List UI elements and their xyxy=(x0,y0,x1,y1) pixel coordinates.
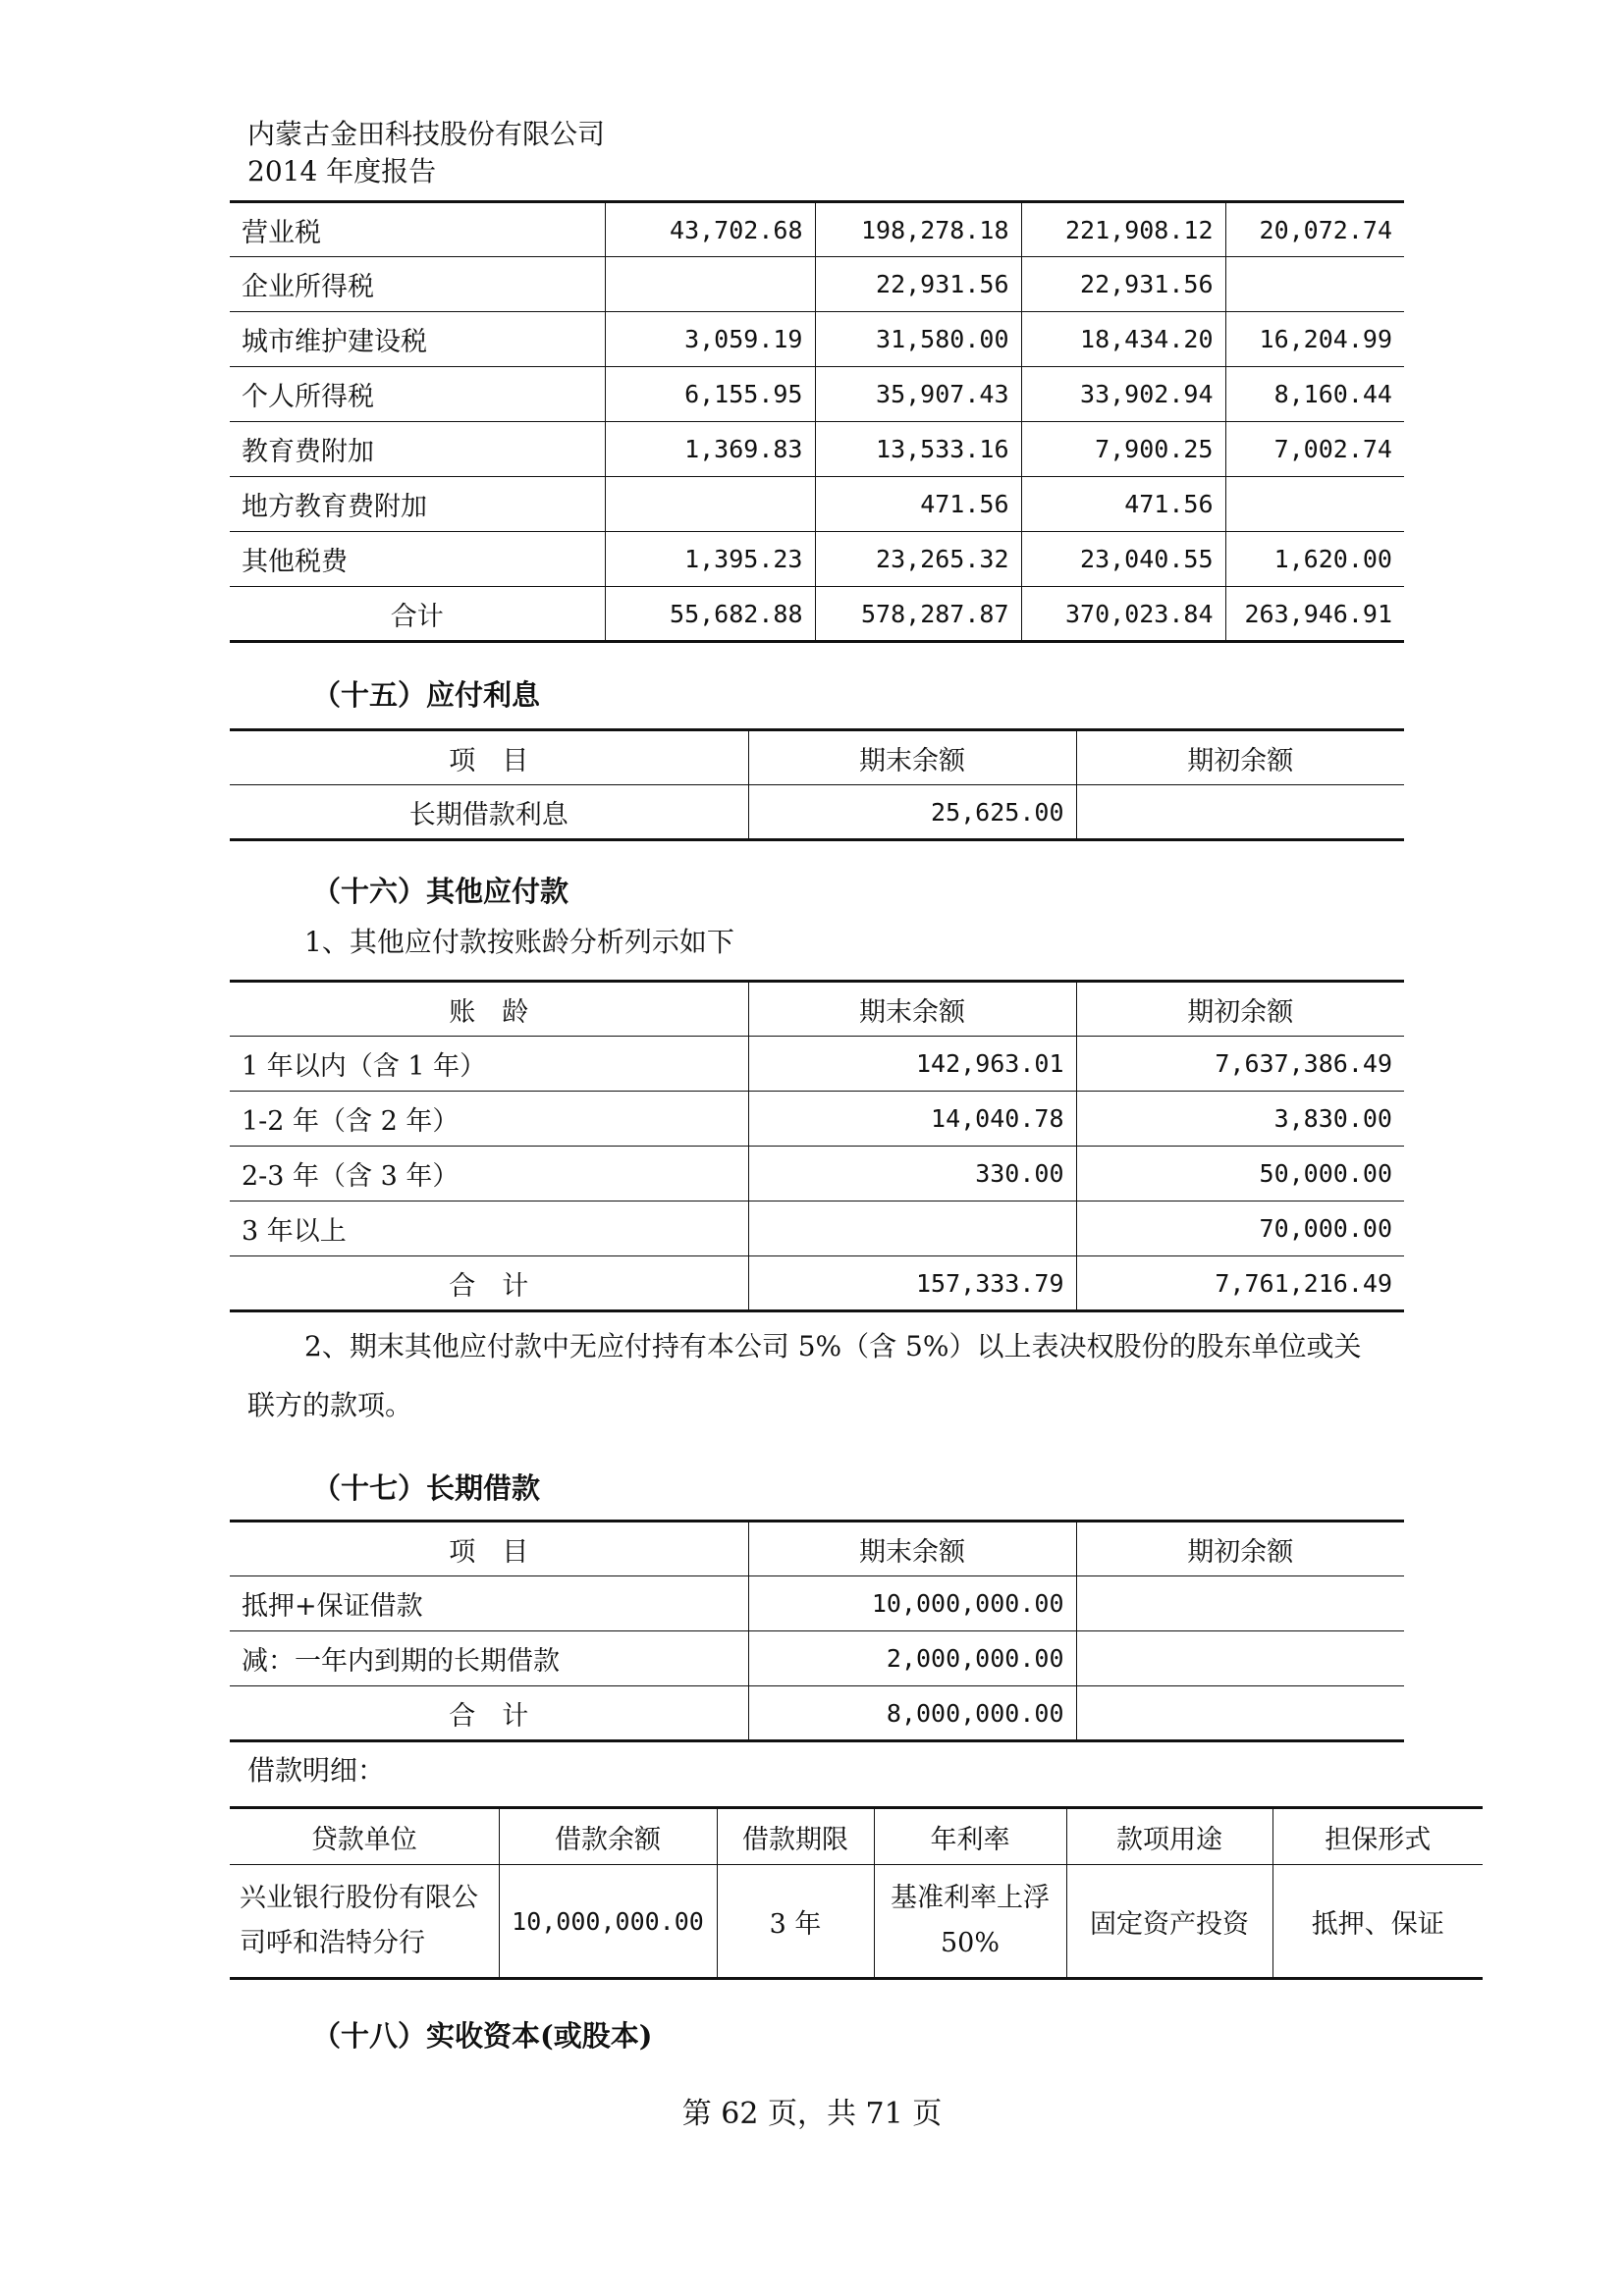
table-row xyxy=(230,1631,1404,1686)
column-header: 借款期限 xyxy=(717,1808,874,1865)
tax-value: 8,160.44 xyxy=(1225,367,1404,422)
column-header: 项 目 xyxy=(230,1522,748,1576)
tax-value: 471.56 xyxy=(1021,477,1225,532)
total-label: 合 计 xyxy=(230,1256,748,1311)
tax-value xyxy=(1225,477,1404,532)
section-title-other-payables: （十六）其他应付款 xyxy=(312,875,569,908)
tax-value xyxy=(605,257,815,312)
table-row xyxy=(230,257,1404,312)
begin-balance: 70,000.00 xyxy=(1076,1201,1404,1256)
total-begin-balance xyxy=(1076,1686,1404,1741)
tax-value: 22,931.56 xyxy=(815,257,1021,312)
aging-bucket: 1 年以内（含 1 年） xyxy=(230,1037,748,1092)
column-header: 期末余额 xyxy=(748,1522,1076,1576)
begin-balance: 3,830.00 xyxy=(1076,1092,1404,1147)
table-row xyxy=(230,785,1404,840)
column-header: 期初余额 xyxy=(1076,982,1404,1037)
long-term-loans-table xyxy=(230,1520,1404,1742)
tax-value: 13,533.16 xyxy=(815,422,1021,477)
column-header: 担保形式 xyxy=(1272,1808,1483,1865)
tax-value: 1,620.00 xyxy=(1225,532,1404,587)
total-row xyxy=(230,587,1404,642)
loan-detail-table xyxy=(230,1806,1483,1980)
tax-value: 198,278.18 xyxy=(815,202,1021,257)
column-header: 项 目 xyxy=(230,730,748,785)
total-row xyxy=(230,1256,1404,1311)
tax-item: 地方教育费附加 xyxy=(230,477,605,532)
tax-value: 1,369.83 xyxy=(605,422,815,477)
section-title-interest-payable: （十五）应付利息 xyxy=(312,678,541,712)
tax-value: 471.56 xyxy=(815,477,1021,532)
loan-purpose: 固定资产投资 xyxy=(1066,1865,1272,1979)
column-header: 期末余额 xyxy=(748,982,1076,1037)
aging-intro: 1、其他应付款按账龄分析列示如下 xyxy=(304,926,734,958)
interest-payable-table xyxy=(230,728,1404,841)
column-header: 账 龄 xyxy=(230,982,748,1037)
section-title-long-term-loans: （十七）长期借款 xyxy=(312,1471,541,1505)
total-label: 合 计 xyxy=(230,1686,748,1741)
lender: 兴业银行股份有限公司呼和浩特分行 xyxy=(230,1865,499,1979)
tax-item: 企业所得税 xyxy=(230,257,605,312)
loan-balance: 10,000,000.00 xyxy=(499,1865,717,1979)
section-title-paid-in-capital: （十八）实收资本(或股本) xyxy=(312,2019,653,2053)
total-end-balance: 157,333.79 xyxy=(748,1256,1076,1311)
table-row xyxy=(230,312,1404,367)
tax-value: 3,059.19 xyxy=(605,312,815,367)
tax-value xyxy=(1225,257,1404,312)
table-row xyxy=(230,367,1404,422)
table-row xyxy=(230,1037,1404,1092)
total-value: 578,287.87 xyxy=(815,587,1021,642)
begin-balance: 50,000.00 xyxy=(1076,1147,1404,1201)
total-end-balance: 8,000,000.00 xyxy=(748,1686,1076,1741)
table-row xyxy=(230,477,1404,532)
tax-value: 33,902.94 xyxy=(1021,367,1225,422)
tax-value: 6,155.95 xyxy=(605,367,815,422)
tax-value: 1,395.23 xyxy=(605,532,815,587)
tax-payable-table xyxy=(230,200,1404,643)
total-begin-balance: 7,761,216.49 xyxy=(1076,1256,1404,1311)
end-balance: 330.00 xyxy=(748,1147,1076,1201)
tax-value: 221,908.12 xyxy=(1021,202,1225,257)
column-header: 借款余额 xyxy=(499,1808,717,1865)
column-header: 年利率 xyxy=(874,1808,1066,1865)
loan-term: 3 年 xyxy=(717,1865,874,1979)
loan-item: 减：一年内到期的长期借款 xyxy=(230,1631,748,1686)
note-line-2: 联方的款项。 xyxy=(247,1389,413,1421)
tax-item: 营业税 xyxy=(230,202,605,257)
page-number: 第 62 页，共 71 页 xyxy=(681,2097,943,2131)
table-header-row xyxy=(230,1522,1404,1576)
tax-item: 个人所得税 xyxy=(230,367,605,422)
table-row xyxy=(230,1865,1483,1979)
table-row xyxy=(230,1201,1404,1256)
begin-balance xyxy=(1076,1576,1404,1631)
total-row xyxy=(230,1686,1404,1741)
table-row xyxy=(230,202,1404,257)
begin-balance: 7,637,386.49 xyxy=(1076,1037,1404,1092)
aging-bucket: 3 年以上 xyxy=(230,1201,748,1256)
aging-bucket: 2-3 年（含 3 年） xyxy=(230,1147,748,1201)
total-value: 263,946.91 xyxy=(1225,587,1404,642)
table-row xyxy=(230,1576,1404,1631)
tax-item: 其他税费 xyxy=(230,532,605,587)
tax-value: 18,434.20 xyxy=(1021,312,1225,367)
company-name: 内蒙古金田科技股份有限公司 xyxy=(247,118,606,150)
total-value: 55,682.88 xyxy=(605,587,815,642)
table-header-row xyxy=(230,1808,1483,1865)
column-header: 贷款单位 xyxy=(230,1808,499,1865)
column-header: 期初余额 xyxy=(1076,1522,1404,1576)
table-row xyxy=(230,1147,1404,1201)
table-row xyxy=(230,532,1404,587)
tax-value: 7,900.25 xyxy=(1021,422,1225,477)
tax-value: 22,931.56 xyxy=(1021,257,1225,312)
table-row xyxy=(230,422,1404,477)
aging-table xyxy=(230,980,1404,1312)
tax-value: 16,204.99 xyxy=(1225,312,1404,367)
total-label: 合计 xyxy=(230,587,605,642)
end-balance: 2,000,000.00 xyxy=(748,1631,1076,1686)
row-item: 长期借款利息 xyxy=(230,785,748,840)
column-header: 期初余额 xyxy=(1076,730,1404,785)
end-balance: 25,625.00 xyxy=(748,785,1076,840)
tax-value: 7,002.74 xyxy=(1225,422,1404,477)
tax-value: 31,580.00 xyxy=(815,312,1021,367)
table-header-row xyxy=(230,730,1404,785)
tax-value: 43,702.68 xyxy=(605,202,815,257)
table-row xyxy=(230,1092,1404,1147)
guarantee-type: 抵押、保证 xyxy=(1272,1865,1483,1979)
tax-value: 23,040.55 xyxy=(1021,532,1225,587)
column-header: 期末余额 xyxy=(748,730,1076,785)
end-balance: 142,963.01 xyxy=(748,1037,1076,1092)
page-footer xyxy=(0,2089,1624,2132)
total-value: 370,023.84 xyxy=(1021,587,1225,642)
loan-item: 抵押+保证借款 xyxy=(230,1576,748,1631)
tax-value xyxy=(605,477,815,532)
tax-item: 城市维护建设税 xyxy=(230,312,605,367)
end-balance: 14,040.78 xyxy=(748,1092,1076,1147)
interest-rate: 基准利率上浮 50% xyxy=(874,1865,1066,1979)
tax-value: 35,907.43 xyxy=(815,367,1021,422)
aging-bucket: 1-2 年（含 2 年） xyxy=(230,1092,748,1147)
end-balance xyxy=(748,1201,1076,1256)
column-header: 款项用途 xyxy=(1066,1808,1272,1865)
loan-detail-label: 借款明细： xyxy=(247,1754,386,1787)
page-header xyxy=(247,116,605,190)
table-header-row xyxy=(230,982,1404,1037)
end-balance: 10,000,000.00 xyxy=(748,1576,1076,1631)
tax-value: 20,072.74 xyxy=(1225,202,1404,257)
tax-table-body xyxy=(230,202,1404,642)
report-title: 2014 年度报告 xyxy=(247,155,437,187)
begin-balance xyxy=(1076,1631,1404,1686)
note-line-1: 2、期末其他应付款中无应付持有本公司 5%（含 5%）以上表决权股份的股东单位或关 xyxy=(304,1330,1362,1362)
begin-balance xyxy=(1076,785,1404,840)
tax-value: 23,265.32 xyxy=(815,532,1021,587)
tax-item: 教育费附加 xyxy=(230,422,605,477)
